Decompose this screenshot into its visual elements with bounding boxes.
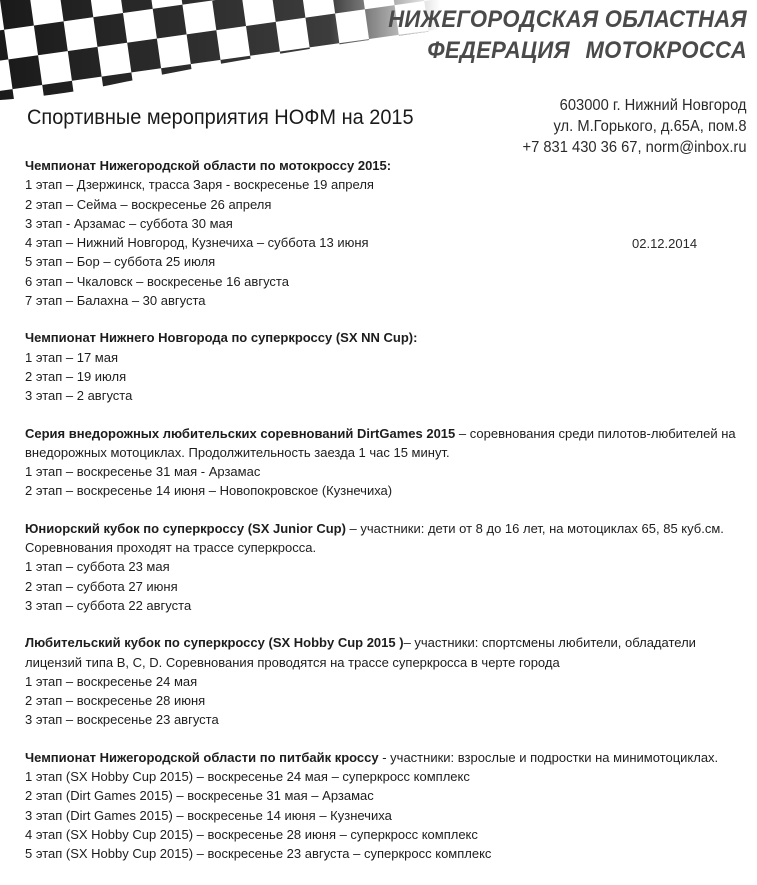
stage-line: 3 этап (Dirt Games 2015) – воскресенье 14 июня – Кузнечиха (25, 807, 392, 823)
section-junior-cup (25, 519, 740, 615)
section-heading (25, 156, 740, 175)
stage-line: 2 этап – Сейма – воскресенье 26 апреля (25, 196, 272, 212)
section-heading (25, 633, 740, 672)
organization-name (388, 4, 747, 66)
stage-line: 5 этап (SX Hobby Cup 2015) – воскресенье 23 августа – суперкросс комплекс (25, 846, 492, 862)
section-heading (25, 748, 740, 767)
stage-line: 1 этап – воскресенье 31 мая - Арзамас (25, 464, 261, 480)
section-dirtgames-series (25, 424, 740, 501)
address-city: 603000 г. Нижний Новгород (560, 97, 747, 114)
section-description: – участники: дети от 8 до 16 лет, на мотоциклах 65, 85 куб.см. Соревнования проходят на трассе суперкросса. (25, 520, 724, 556)
organization-name-line2: ФЕДЕРАЦИЯ МОТОКРОССА (427, 37, 747, 64)
stage-line: 6 этап – Чкаловск – воскресенье 16 августа (25, 273, 289, 289)
section-title: Серия внедорожных любительских соревнований DirtGames 2015 (25, 425, 456, 441)
stage-line: 2 этап – воскресенье 28 июня (25, 693, 206, 709)
stage-line: 2 этап – 19 июля (25, 368, 127, 384)
section-title: Чемпионат Нижегородской области по мотокроссу 2015: (25, 158, 392, 173)
address-contacts: +7 831 430 36 67, norm@inbox.ru (522, 139, 747, 156)
stage-line: 4 этап – Нижний Новгород, Кузнечиха – суббота 13 июня (25, 235, 369, 251)
section-pitbike-championship (25, 748, 740, 864)
section-description: – участники: спортсмены любители, обладатели лицензий типа B, C, D. Соревнования проводятся на трассе суперкросса в черте города (25, 635, 696, 670)
section-heading (25, 519, 740, 558)
checkered-flag-graphic (0, 0, 440, 100)
address-street: ул. М.Горького, д.65А, пом.8 (554, 118, 747, 135)
section-title: Юниорский кубок по суперкроссу (SX Junior Cup) (25, 520, 346, 536)
stage-line: 4 этап (SX Hobby Cup 2015) – воскресенье 28 июня – суперкросс комплекс (25, 826, 478, 842)
stage-line: 3 этап - Арзамас – суббота 30 мая (25, 215, 233, 231)
section-heading (25, 424, 740, 463)
section-hobby-cup (25, 633, 740, 729)
stage-line: 1 этап – 17 мая (25, 349, 118, 365)
stage-line: 7 этап – Балахна – 30 августа (25, 293, 206, 309)
document-title: Спортивные мероприятия НОФМ на 2015 (27, 106, 414, 129)
stage-line: 1 этап (SX Hobby Cup 2015) – воскресенье 24 мая – суперкросс комплекс (25, 769, 470, 785)
address-block (523, 95, 747, 158)
stage-line: 3 этап – 2 августа (25, 388, 133, 404)
stage-line: 3 этап – суббота 22 августа (25, 597, 192, 613)
stage-line: 1 этап – суббота 23 мая (25, 559, 170, 575)
section-motocross-championship (25, 156, 740, 310)
section-heading (25, 328, 740, 347)
section-title: Чемпионат Нижнего Новгорода по суперкроссу (SX NN Cup): (25, 330, 418, 346)
section-title: Любительский кубок по суперкроссу (SX Hobby Cup 2015 ) (25, 635, 404, 651)
section-description: - участники: взрослые и подростки на минимотоциклах. (378, 749, 719, 765)
stage-line: 1 этап – воскресенье 24 мая (25, 673, 198, 689)
events-list (25, 156, 740, 882)
stage-line: 2 этап – суббота 27 июня (25, 578, 178, 594)
section-supercross-nn-cup (25, 328, 740, 405)
stage-line: 1 этап – Дзержинск, трасса Заря - воскресенье 19 апреля (25, 177, 374, 193)
section-description: – соревнования среди пилотов-любителей на внедорожных мотоциклах. Продолжительность заезда 1 час 15 минут. (25, 425, 736, 460)
stage-line: 5 этап – Бор – суббота 25 июля (25, 254, 216, 270)
stage-line: 3 этап – воскресенье 23 августа (25, 712, 219, 728)
document-date: 02.12.2014 (632, 236, 698, 251)
organization-name-line1: НИЖЕГОРОДСКАЯ ОБЛАСТНАЯ (388, 6, 747, 33)
stage-line: 2 этап (Dirt Games 2015) – воскресенье 31 мая – Арзамас (25, 788, 374, 804)
section-title: Чемпионат Нижегородской области по питбайк кроссу (25, 749, 379, 765)
stage-line: 2 этап – воскресенье 14 июня – Новопокровское (Кузнечиха) (25, 483, 393, 499)
